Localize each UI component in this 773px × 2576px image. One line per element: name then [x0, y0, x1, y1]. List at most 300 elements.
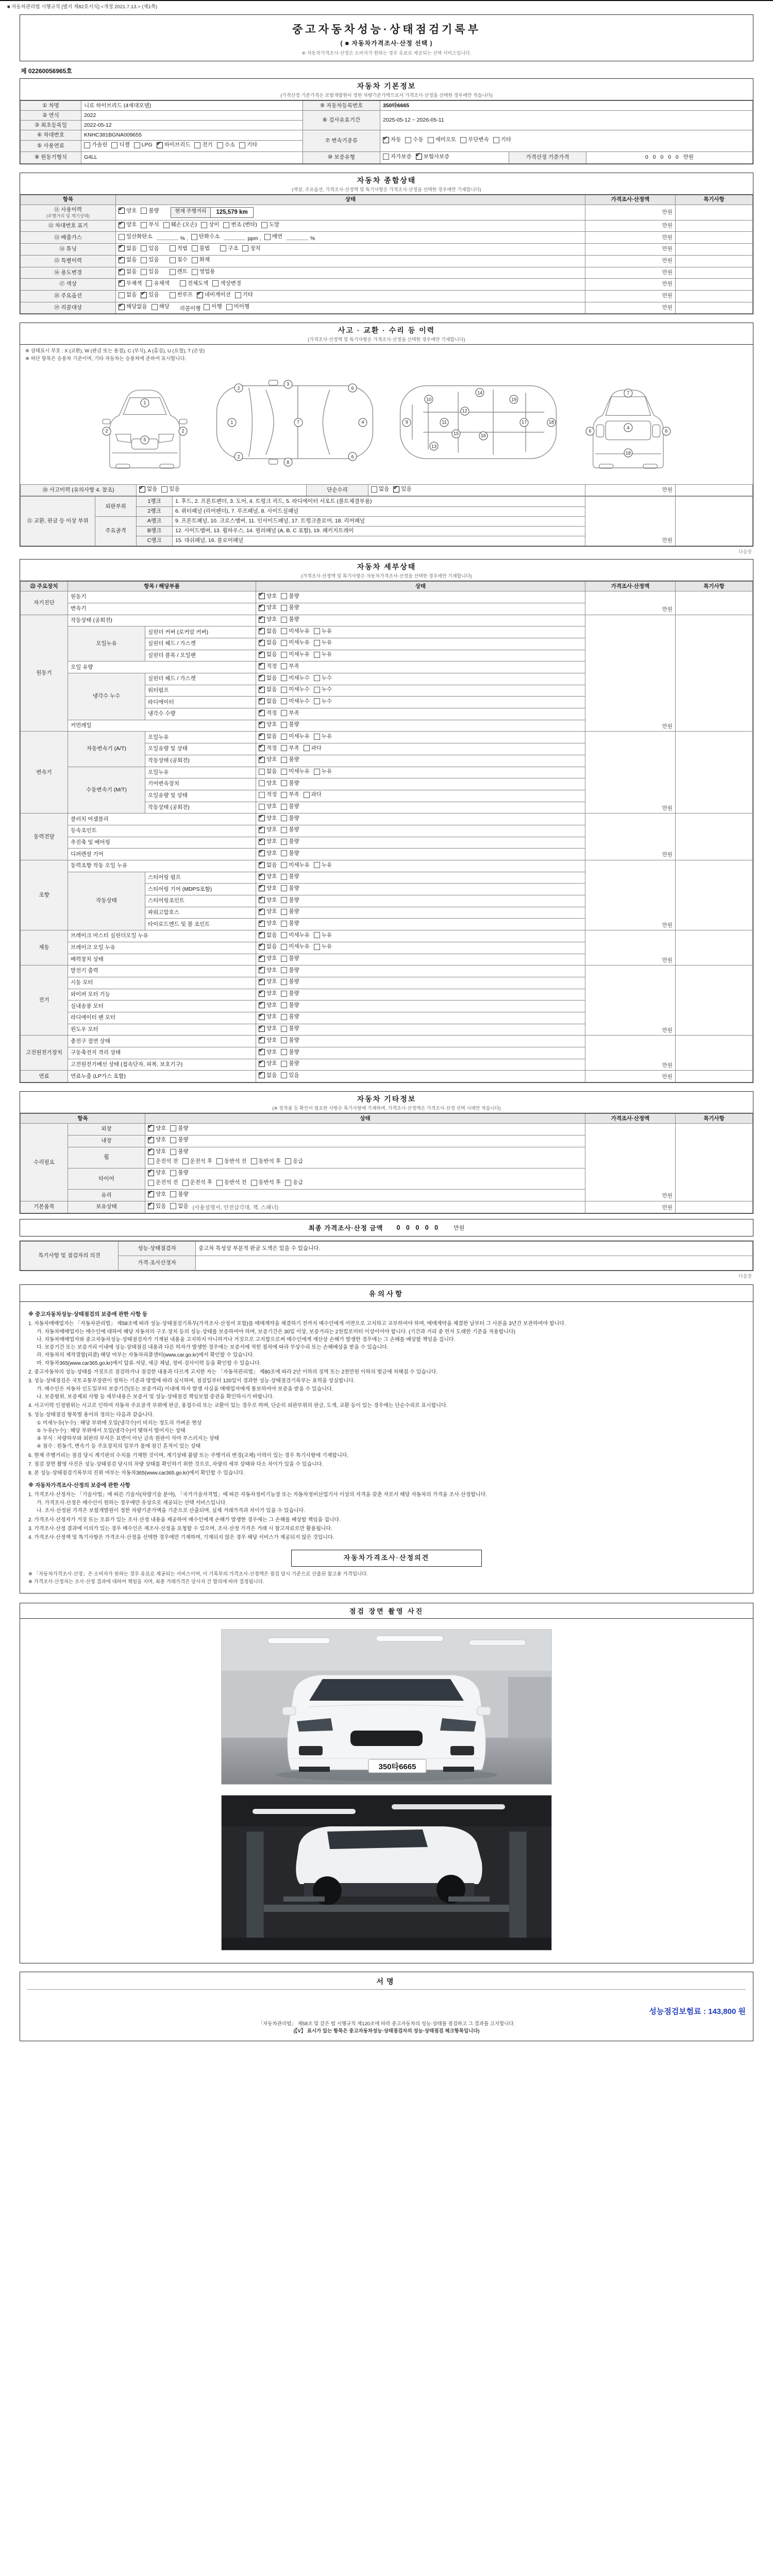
checkbox-option[interactable]: 동반석 전: [216, 1158, 247, 1165]
checkbox-box[interactable]: [204, 304, 210, 310]
checkbox-option[interactable]: ✔ 양호: [259, 1037, 277, 1044]
checkbox-box[interactable]: [141, 245, 147, 251]
checkbox-option[interactable]: 있음: [161, 486, 179, 493]
checkbox-option[interactable]: 부식: [141, 222, 159, 228]
checkbox-option[interactable]: 디젤: [111, 142, 129, 148]
checkbox-option[interactable]: 부족: [281, 710, 299, 717]
checkbox-box[interactable]: [141, 292, 147, 298]
checkbox-option[interactable]: ✔ 양호: [259, 1060, 277, 1067]
checkbox-option[interactable]: 운전석 후: [182, 1158, 213, 1165]
checkbox-option[interactable]: 불량: [281, 826, 299, 833]
checkbox-option[interactable]: 가솔린: [84, 142, 107, 148]
checkbox-box[interactable]: [259, 1037, 265, 1043]
checkbox-box[interactable]: [259, 850, 265, 856]
checkbox-option[interactable]: 렌트: [170, 268, 188, 275]
checkbox-option[interactable]: ✔ 양호: [259, 978, 277, 985]
checkbox-option[interactable]: 누수: [314, 686, 332, 693]
checkbox-option[interactable]: 없음: [119, 292, 137, 298]
checkbox-box[interactable]: [259, 675, 265, 681]
checkbox-option[interactable]: 불량: [281, 780, 299, 787]
checkbox-option[interactable]: ✔ 양호: [259, 838, 277, 845]
checkbox-option[interactable]: 불량: [170, 1170, 188, 1176]
checkbox-box[interactable]: [119, 292, 125, 298]
checkbox-box[interactable]: [148, 1180, 154, 1186]
checkbox-box[interactable]: [259, 804, 265, 810]
checkbox-box[interactable]: [259, 605, 265, 611]
checkbox-box[interactable]: [259, 815, 265, 821]
checkbox-option[interactable]: ✔ 양호: [259, 826, 277, 833]
checkbox-option[interactable]: 자가보증: [383, 154, 412, 160]
checkbox-box[interactable]: [314, 675, 320, 681]
checkbox-option[interactable]: ✔ 없음: [119, 257, 137, 263]
checkbox-option[interactable]: 미세누수: [281, 686, 310, 693]
checkbox-option[interactable]: ✔ 양호: [259, 1002, 277, 1009]
checkbox-box[interactable]: [314, 944, 320, 950]
checkbox-box[interactable]: [259, 734, 265, 740]
checkbox-option[interactable]: 불량: [281, 978, 299, 985]
checkbox-box[interactable]: [259, 780, 265, 786]
checkbox-box[interactable]: [259, 757, 265, 763]
checkbox-option[interactable]: 운전석 후: [182, 1179, 213, 1186]
checkbox-option[interactable]: ✔ 양호: [259, 593, 277, 600]
checkbox-box[interactable]: [281, 874, 287, 880]
checkbox-box[interactable]: [170, 269, 176, 275]
checkbox-box[interactable]: [259, 862, 265, 868]
checkbox-option[interactable]: 불량: [281, 885, 299, 892]
checkbox-box[interactable]: [281, 991, 287, 997]
checkbox-option[interactable]: 세미오토: [428, 137, 457, 143]
checkbox-option[interactable]: ✔ 없음: [119, 268, 137, 275]
checkbox-option[interactable]: 있음: [141, 257, 159, 263]
checkbox-box[interactable]: [281, 850, 287, 856]
checkbox-option[interactable]: ✔ 양호: [259, 604, 277, 611]
checkbox-option[interactable]: 무단변속: [460, 137, 489, 143]
checkbox-box[interactable]: [226, 304, 232, 310]
checkbox-box[interactable]: [148, 1137, 154, 1143]
checkbox-option[interactable]: ✔ 적정: [259, 745, 277, 752]
checkbox-option[interactable]: ✔ 양호: [259, 920, 277, 927]
checkbox-option[interactable]: 불량: [170, 1191, 188, 1198]
checkbox-option[interactable]: ✔ 있음: [148, 1203, 166, 1210]
checkbox-option[interactable]: 불량: [281, 1049, 299, 1056]
checkbox-box[interactable]: [259, 1061, 265, 1067]
checkbox-option[interactable]: ✔ 해당없음: [119, 303, 147, 310]
checkbox-box[interactable]: [314, 640, 320, 646]
checkbox-box[interactable]: [134, 142, 140, 148]
checkbox-box[interactable]: [259, 1002, 265, 1008]
checkbox-option[interactable]: 불량: [281, 920, 299, 927]
checkbox-option[interactable]: 상이: [201, 222, 219, 228]
checkbox-box[interactable]: [259, 698, 265, 704]
checkbox-box[interactable]: [281, 780, 287, 786]
checkbox-box[interactable]: [281, 1072, 287, 1078]
checkbox-option[interactable]: 미세누유: [281, 639, 310, 646]
checkbox-option[interactable]: ✔ 없음: [259, 698, 277, 705]
checkbox-option[interactable]: ✔ 없음: [259, 651, 277, 658]
checkbox-box[interactable]: [119, 222, 125, 228]
checkbox-box[interactable]: [281, 734, 287, 740]
checkbox-option[interactable]: 없음: [259, 768, 277, 775]
checkbox-box[interactable]: [259, 897, 265, 903]
checkbox-option[interactable]: 누유: [314, 862, 332, 869]
checkbox-box[interactable]: [197, 292, 203, 298]
checkbox-option[interactable]: 불량: [281, 1002, 299, 1009]
checkbox-option[interactable]: ✔ 양호: [259, 756, 277, 763]
checkbox-option[interactable]: ✔ 자동: [383, 137, 401, 143]
checkbox-box[interactable]: [314, 698, 320, 704]
checkbox-box[interactable]: [148, 1158, 154, 1164]
checkbox-option[interactable]: ✔ 양호: [259, 897, 277, 904]
checkbox-option[interactable]: 기타: [239, 142, 257, 148]
checkbox-box[interactable]: [259, 921, 265, 927]
checkbox-option[interactable]: ✔ 양호: [259, 815, 277, 822]
checkbox-option[interactable]: 불량: [281, 1060, 299, 1067]
checkbox-box[interactable]: [119, 304, 125, 310]
checkbox-option[interactable]: 양호: [259, 803, 277, 810]
checkbox-box[interactable]: [259, 663, 265, 669]
checkbox-box[interactable]: [416, 154, 422, 160]
checkbox-option[interactable]: 부족: [281, 791, 299, 798]
checkbox-box[interactable]: [148, 1125, 154, 1131]
checkbox-box[interactable]: [251, 1158, 257, 1164]
checkbox-box[interactable]: [259, 1072, 265, 1078]
checkbox-box[interactable]: [192, 269, 198, 275]
checkbox-option[interactable]: 없음: [170, 1203, 188, 1210]
checkbox-option[interactable]: 이행: [204, 303, 222, 310]
checkbox-box[interactable]: [111, 142, 117, 148]
checkbox-option[interactable]: ✔ 없음: [119, 245, 137, 252]
checkbox-option[interactable]: 미세누유: [281, 733, 310, 740]
checkbox-box[interactable]: [148, 1149, 154, 1155]
checkbox-box[interactable]: [281, 652, 287, 658]
checkbox-box[interactable]: [281, 617, 287, 623]
checkbox-box[interactable]: [314, 734, 320, 740]
checkbox-box[interactable]: [201, 222, 207, 228]
checkbox-box[interactable]: [281, 605, 287, 611]
checkbox-option[interactable]: ✔ 있음: [393, 486, 411, 493]
checkbox-option[interactable]: 누수: [314, 675, 332, 682]
checkbox-option[interactable]: 있음: [281, 1072, 299, 1079]
checkbox-box[interactable]: [281, 897, 287, 903]
checkbox-option[interactable]: 기타: [235, 292, 253, 298]
checkbox-option[interactable]: ✔ 적정: [259, 710, 277, 717]
checkbox-option[interactable]: 변조 (변타): [223, 222, 257, 228]
checkbox-box[interactable]: [314, 652, 320, 658]
checkbox-option[interactable]: 미세누유: [281, 943, 310, 950]
checkbox-option[interactable]: ✔ 없음: [259, 733, 277, 740]
checkbox-option[interactable]: 미세누수: [281, 675, 310, 682]
checkbox-box[interactable]: [314, 628, 320, 634]
checkbox-box[interactable]: [119, 269, 125, 275]
checkbox-option[interactable]: ✔ 없음: [259, 1072, 277, 1079]
checkbox-box[interactable]: [281, 722, 287, 728]
checkbox-box[interactable]: [146, 280, 152, 286]
checkbox-box[interactable]: [281, 1026, 287, 1032]
checkbox-option[interactable]: 매연: [264, 233, 282, 240]
checkbox-box[interactable]: [148, 1191, 154, 1197]
checkbox-box[interactable]: [259, 1014, 265, 1020]
checkbox-option[interactable]: 영업용: [192, 268, 215, 275]
checkbox-option[interactable]: 미세누유: [281, 628, 310, 635]
checkbox-box[interactable]: [259, 944, 265, 950]
checkbox-option[interactable]: 불량: [281, 838, 299, 845]
checkbox-box[interactable]: [239, 142, 245, 148]
checkbox-box[interactable]: [281, 804, 287, 810]
checkbox-box[interactable]: [314, 862, 320, 868]
checkbox-option[interactable]: 있음: [141, 245, 159, 252]
checkbox-option[interactable]: 누유: [314, 932, 332, 939]
checkbox-option[interactable]: 불량: [281, 908, 299, 915]
checkbox-box[interactable]: [285, 1158, 291, 1164]
checkbox-option[interactable]: 과다: [304, 745, 322, 752]
checkbox-option[interactable]: ✔ 양호: [119, 222, 137, 228]
checkbox-box[interactable]: [281, 757, 287, 763]
checkbox-option[interactable]: 동반석 후: [251, 1158, 281, 1165]
checkbox-option[interactable]: 전체도색: [180, 280, 209, 287]
checkbox-box[interactable]: [281, 745, 287, 751]
checkbox-option[interactable]: 불량: [281, 955, 299, 962]
checkbox-box[interactable]: [161, 486, 167, 493]
checkbox-box[interactable]: [281, 1014, 287, 1020]
checkbox-box[interactable]: [170, 257, 176, 263]
checkbox-option[interactable]: 양호: [259, 780, 277, 787]
checkbox-box[interactable]: [148, 1203, 154, 1209]
checkbox-option[interactable]: ✔ 양호: [259, 616, 277, 623]
checkbox-box[interactable]: [281, 956, 287, 962]
checkbox-box[interactable]: [217, 142, 223, 148]
checkbox-option[interactable]: 불량: [281, 815, 299, 822]
checkbox-option[interactable]: 불량: [170, 1125, 188, 1132]
checkbox-box[interactable]: [119, 208, 125, 214]
checkbox-box[interactable]: [405, 137, 411, 143]
checkbox-box[interactable]: [281, 944, 287, 950]
checkbox-option[interactable]: ✔ 없음: [259, 686, 277, 693]
checkbox-box[interactable]: [259, 640, 265, 646]
checkbox-box[interactable]: [259, 885, 265, 891]
checkbox-box[interactable]: [259, 593, 265, 599]
checkbox-option[interactable]: ✔ 있음: [141, 292, 159, 298]
checkbox-option[interactable]: ✔ 양호: [259, 721, 277, 728]
checkbox-option[interactable]: ✔ 없음: [259, 628, 277, 635]
checkbox-option[interactable]: 유채색: [146, 280, 169, 287]
checkbox-option[interactable]: 미세누유: [281, 651, 310, 658]
checkbox-option[interactable]: 미세누유: [281, 862, 310, 869]
checkbox-option[interactable]: 해당: [152, 303, 170, 310]
checkbox-box[interactable]: [281, 792, 287, 798]
checkbox-option[interactable]: ✔ 양호: [259, 967, 277, 974]
checkbox-option[interactable]: 불량: [281, 756, 299, 763]
checkbox-option[interactable]: ✔ 양호: [148, 1137, 166, 1143]
checkbox-box[interactable]: [281, 932, 287, 938]
checkbox-option[interactable]: ✔ 양호: [259, 1025, 277, 1032]
checkbox-box[interactable]: [242, 245, 248, 251]
checkbox-option[interactable]: 구조: [220, 245, 238, 252]
checkbox-box[interactable]: [259, 956, 265, 962]
checkbox-option[interactable]: 색상변경: [212, 280, 241, 287]
checkbox-option[interactable]: 누유: [314, 628, 332, 635]
checkbox-box[interactable]: [119, 257, 125, 263]
checkbox-option[interactable]: ✔ 없음: [259, 639, 277, 646]
blank-field[interactable]: [287, 234, 308, 240]
checkbox-box[interactable]: [259, 628, 265, 634]
checkbox-box[interactable]: [148, 1170, 154, 1176]
checkbox-box[interactable]: [216, 1180, 223, 1186]
checkbox-option[interactable]: 불량: [170, 1137, 188, 1143]
checkbox-option[interactable]: 누수: [314, 698, 332, 705]
checkbox-option[interactable]: ✔ 보험사보증: [416, 154, 450, 160]
checkbox-option[interactable]: ✔ 양호: [259, 873, 277, 880]
checkbox-box[interactable]: [259, 722, 265, 728]
checkbox-option[interactable]: 부족: [281, 745, 299, 752]
checkbox-option[interactable]: ✔ 하이브리드: [157, 142, 191, 148]
checkbox-box[interactable]: [216, 1158, 223, 1164]
checkbox-option[interactable]: ✔ 양호: [259, 1013, 277, 1020]
checkbox-option[interactable]: 썬루프: [170, 292, 193, 298]
checkbox-option[interactable]: 불량: [281, 803, 299, 810]
checkbox-box[interactable]: [314, 687, 320, 693]
checkbox-option[interactable]: 미세누유: [281, 932, 310, 939]
checkbox-box[interactable]: [119, 245, 125, 251]
checkbox-box[interactable]: [281, 1049, 287, 1055]
checkbox-box[interactable]: [264, 234, 271, 240]
checkbox-box[interactable]: [251, 1180, 257, 1186]
checkbox-box[interactable]: [259, 874, 265, 880]
checkbox-box[interactable]: [170, 1125, 176, 1131]
checkbox-option[interactable]: ✔ 양호: [259, 1049, 277, 1056]
checkbox-option[interactable]: 일산화탄소: [119, 233, 153, 240]
checkbox-box[interactable]: [170, 245, 176, 251]
checkbox-option[interactable]: 불량: [281, 1025, 299, 1032]
checkbox-box[interactable]: [281, 967, 287, 973]
checkbox-option[interactable]: 불량: [281, 850, 299, 857]
checkbox-option[interactable]: ✔ 양호: [148, 1170, 166, 1176]
checkbox-option[interactable]: 있음: [141, 268, 159, 275]
checkbox-option[interactable]: ✔ 양호: [119, 208, 137, 214]
checkbox-box[interactable]: [259, 827, 265, 833]
checkbox-option[interactable]: ✔ 적정: [259, 663, 277, 670]
checkbox-box[interactable]: [259, 792, 265, 798]
checkbox-option[interactable]: 누유: [314, 943, 332, 950]
checkbox-box[interactable]: [170, 1149, 176, 1155]
checkbox-box[interactable]: [182, 1158, 189, 1164]
checkbox-box[interactable]: [259, 991, 265, 997]
checkbox-option[interactable]: 불량: [281, 990, 299, 997]
checkbox-box[interactable]: [139, 486, 145, 493]
checkbox-box[interactable]: [259, 839, 265, 845]
checkbox-option[interactable]: 불량: [281, 873, 299, 880]
checkbox-box[interactable]: [314, 932, 320, 938]
checkbox-box[interactable]: [281, 710, 287, 716]
checkbox-box[interactable]: [285, 1180, 291, 1186]
checkbox-option[interactable]: ✔ 양호: [259, 990, 277, 997]
checkbox-box[interactable]: [281, 827, 287, 833]
checkbox-box[interactable]: [259, 909, 265, 915]
checkbox-box[interactable]: [119, 280, 125, 286]
checkbox-option[interactable]: 불량: [281, 593, 299, 600]
checkbox-option[interactable]: ✔ 네비게이션: [197, 292, 231, 298]
checkbox-box[interactable]: [152, 304, 158, 310]
checkbox-option[interactable]: 탄화수소: [191, 233, 220, 240]
checkbox-option[interactable]: 과다: [304, 791, 322, 798]
checkbox-option[interactable]: 수소: [217, 142, 235, 148]
checkbox-option[interactable]: 없음: [371, 486, 389, 493]
checkbox-option[interactable]: ✔ 없음: [139, 486, 157, 493]
checkbox-option[interactable]: 운전석 전: [148, 1179, 178, 1186]
checkbox-box[interactable]: [281, 885, 287, 891]
checkbox-option[interactable]: 동반석 전: [216, 1179, 247, 1186]
checkbox-option[interactable]: 기타: [493, 137, 511, 143]
checkbox-box[interactable]: [163, 222, 170, 228]
checkbox-box[interactable]: [428, 137, 434, 143]
checkbox-option[interactable]: 부족: [281, 663, 299, 670]
checkbox-option[interactable]: ✔ 양호: [148, 1191, 166, 1198]
checkbox-option[interactable]: 장치: [242, 245, 260, 252]
checkbox-option[interactable]: 운전석 전: [148, 1158, 178, 1165]
checkbox-box[interactable]: [281, 909, 287, 915]
checkbox-box[interactable]: [281, 675, 287, 681]
checkbox-box[interactable]: [141, 269, 147, 275]
checkbox-option[interactable]: 불량: [170, 1148, 188, 1155]
checkbox-option[interactable]: 불량: [281, 1013, 299, 1020]
checkbox-box[interactable]: [259, 745, 265, 751]
checkbox-option[interactable]: ✔ 양호: [259, 908, 277, 915]
checkbox-option[interactable]: ✔ 양호: [259, 955, 277, 962]
checkbox-box[interactable]: [141, 222, 147, 228]
checkbox-box[interactable]: [393, 486, 399, 493]
checkbox-box[interactable]: [170, 1191, 176, 1197]
checkbox-option[interactable]: 미세누수: [281, 698, 310, 705]
checkbox-option[interactable]: ✔ 없음: [259, 862, 277, 869]
checkbox-box[interactable]: [170, 1203, 176, 1209]
checkbox-option[interactable]: 미세누유: [281, 768, 310, 775]
checkbox-option[interactable]: ✔ 양호: [148, 1148, 166, 1155]
checkbox-box[interactable]: [259, 769, 265, 775]
checkbox-option[interactable]: ✔ 없음: [259, 943, 277, 950]
checkbox-box[interactable]: [281, 769, 287, 775]
checkbox-box[interactable]: [192, 257, 198, 263]
checkbox-box[interactable]: [281, 628, 287, 634]
checkbox-option[interactable]: 훼손 (오손): [163, 222, 197, 228]
checkbox-box[interactable]: [259, 932, 265, 938]
checkbox-box[interactable]: [170, 1137, 176, 1143]
checkbox-box[interactable]: [141, 208, 147, 214]
checkbox-box[interactable]: [259, 979, 265, 985]
checkbox-option[interactable]: 불량: [281, 897, 299, 904]
checkbox-box[interactable]: [259, 1049, 265, 1055]
blank-field[interactable]: [157, 234, 178, 240]
checkbox-box[interactable]: [281, 1037, 287, 1043]
checkbox-option[interactable]: 불량: [281, 604, 299, 611]
checkbox-box[interactable]: [259, 1026, 265, 1032]
checkbox-box[interactable]: [281, 593, 287, 599]
checkbox-option[interactable]: ✔ 양호: [148, 1125, 166, 1132]
checkbox-option[interactable]: 전기: [194, 142, 212, 148]
checkbox-box[interactable]: [141, 257, 147, 263]
checkbox-option[interactable]: 응급: [285, 1179, 303, 1186]
checkbox-option[interactable]: 수동: [405, 137, 423, 143]
checkbox-option[interactable]: 불량: [141, 208, 159, 214]
checkbox-box[interactable]: [119, 234, 125, 240]
checkbox-box[interactable]: [259, 710, 265, 716]
checkbox-box[interactable]: [383, 154, 389, 160]
checkbox-box[interactable]: [259, 687, 265, 693]
checkbox-box[interactable]: [192, 245, 198, 251]
checkbox-box[interactable]: [281, 687, 287, 693]
blank-field[interactable]: [224, 234, 245, 240]
checkbox-option[interactable]: ✔ 없음: [259, 932, 277, 939]
checkbox-box[interactable]: [281, 698, 287, 704]
checkbox-box[interactable]: [281, 862, 287, 868]
